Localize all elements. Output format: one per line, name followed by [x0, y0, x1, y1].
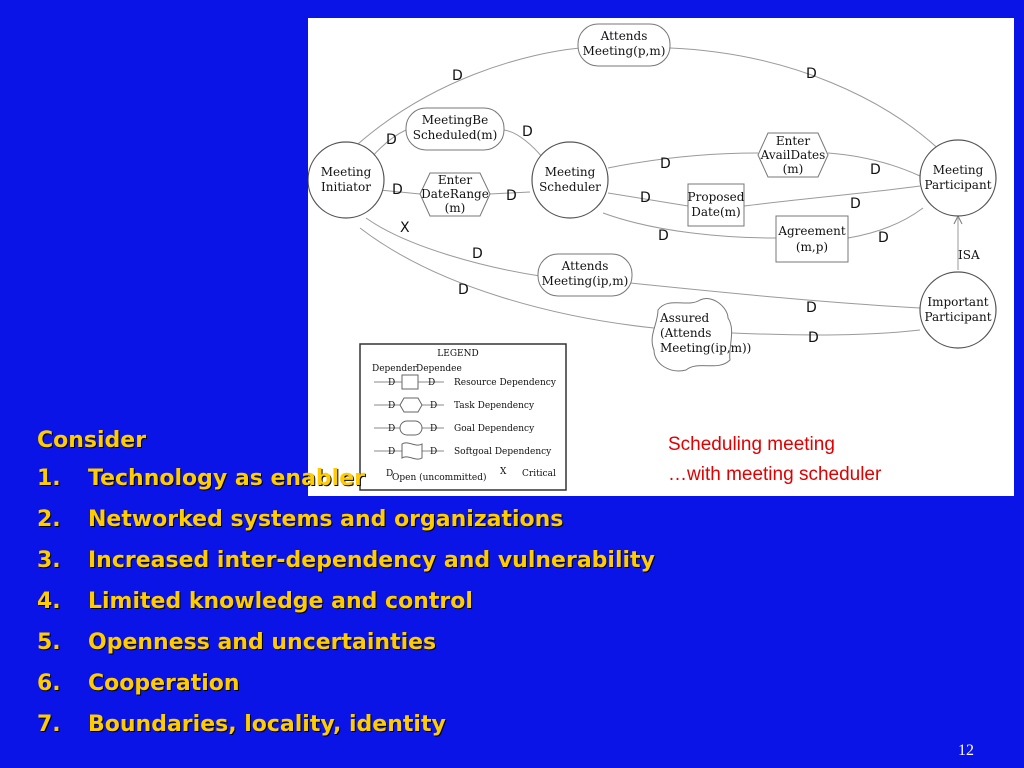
svg-text:Proposed: Proposed: [687, 190, 745, 204]
svg-text:D: D: [388, 378, 396, 388]
svg-text:Assured: Assured: [660, 311, 710, 325]
isa-label: ISA: [958, 248, 980, 262]
svg-text:D: D: [522, 124, 533, 140]
svg-text:(Attends: (Attends: [660, 326, 712, 340]
svg-text:AvailDates: AvailDates: [760, 148, 826, 162]
diagram-caption: [668, 430, 881, 490]
list-item: 2. Networked systems and organizations: [37, 507, 564, 532]
svg-text:Softgoal Dependency: Softgoal Dependency: [454, 447, 552, 457]
svg-text:Enter: Enter: [437, 173, 473, 187]
resource-agreement: [776, 216, 848, 262]
caption-line-2: …with meeting scheduler: [668, 464, 882, 485]
svg-text:MeetingBe: MeetingBe: [421, 113, 489, 127]
svg-text:D: D: [658, 228, 669, 244]
list-item: 5. Openness and uncertainties: [37, 630, 437, 655]
svg-text:D: D: [388, 401, 396, 411]
actor-meeting-participant: [920, 140, 996, 216]
svg-text:Goal Dependency: Goal Dependency: [454, 424, 535, 434]
svg-text:D: D: [472, 246, 483, 262]
svg-text:Dependee: Dependee: [416, 364, 462, 374]
actor-meeting-scheduler: [532, 142, 608, 218]
svg-text:Scheduler: Scheduler: [539, 180, 601, 194]
goal-attends-meeting-pm: [578, 24, 670, 66]
list-item: 6. Cooperation: [37, 671, 240, 696]
svg-text:D: D: [452, 68, 463, 84]
svg-text:D: D: [870, 162, 881, 178]
svg-text:D: D: [850, 196, 861, 212]
svg-text:Critical: Critical: [522, 469, 556, 479]
svg-text:D: D: [640, 190, 651, 206]
list-item: 4. Limited knowledge and control: [37, 589, 473, 614]
goal-attends-meeting-ipm: [538, 254, 632, 296]
svg-text:Meeting: Meeting: [544, 165, 596, 179]
critical-mark: X: [400, 220, 410, 236]
svg-text:Depender: Depender: [372, 364, 417, 374]
svg-text:Scheduled(m): Scheduled(m): [412, 128, 498, 142]
actor-important-participant: [920, 272, 996, 348]
svg-text:D: D: [506, 188, 517, 204]
list-item: 3. Increased inter-dependency and vulnerability: [37, 548, 655, 573]
consider-heading: Consider: [37, 428, 147, 453]
page-number: 12: [958, 742, 974, 759]
task-enter-availdates: [758, 133, 828, 177]
svg-text:(m): (m): [782, 162, 804, 176]
svg-text:Meeting(ip,m): Meeting(ip,m): [541, 274, 629, 288]
svg-text:Important: Important: [927, 295, 989, 309]
svg-text:Meeting(p,m): Meeting(p,m): [582, 44, 666, 58]
svg-text:D: D: [806, 66, 817, 82]
list-item: 1. Technology as enabler: [37, 466, 365, 491]
caption-line-1: Scheduling meeting: [668, 434, 835, 455]
actor-meeting-initiator: [308, 142, 384, 218]
goal-meeting-be-scheduled: [406, 108, 504, 150]
svg-text:D: D: [386, 132, 397, 148]
svg-text:D: D: [808, 330, 819, 346]
resource-proposed-date: [688, 184, 745, 226]
svg-text:(m,p): (m,p): [795, 240, 829, 254]
svg-text:Date(m): Date(m): [691, 205, 741, 219]
svg-text:D: D: [430, 401, 438, 411]
svg-text:Meeting: Meeting: [320, 165, 372, 179]
svg-text:Task Dependency: Task Dependency: [454, 401, 535, 411]
svg-text:D: D: [878, 230, 889, 246]
list-item: 7. Boundaries, locality, identity: [37, 712, 446, 737]
svg-text:Meeting(ip,m)): Meeting(ip,m)): [660, 341, 752, 355]
svg-text:Initiator: Initiator: [321, 180, 371, 194]
svg-text:Participant: Participant: [924, 178, 992, 192]
svg-text:DateRange: DateRange: [421, 187, 489, 201]
svg-text:LEGEND: LEGEND: [437, 349, 479, 359]
svg-text:D: D: [388, 447, 396, 457]
svg-text:Open (uncommitted): Open (uncommitted): [392, 473, 487, 483]
svg-text:X: X: [500, 467, 507, 477]
svg-text:Participant: Participant: [924, 310, 992, 324]
svg-text:D: D: [386, 469, 394, 479]
svg-text:D: D: [430, 424, 438, 434]
svg-text:Meeting: Meeting: [932, 163, 984, 177]
svg-text:D: D: [430, 447, 438, 457]
svg-text:(m): (m): [444, 201, 466, 215]
softgoal-assured-attends: [652, 299, 751, 371]
svg-text:D: D: [392, 182, 403, 198]
svg-text:Enter: Enter: [775, 134, 811, 148]
svg-text:D: D: [806, 300, 817, 316]
svg-text:Agreement: Agreement: [778, 224, 846, 238]
strategic-dependency-diagram: [308, 18, 1014, 496]
svg-text:D: D: [388, 424, 396, 434]
svg-text:Attends: Attends: [561, 259, 609, 273]
task-enter-daterange: [420, 173, 490, 216]
svg-text:D: D: [660, 156, 671, 172]
consideration-list: [37, 466, 655, 753]
svg-text:D: D: [428, 378, 436, 388]
svg-text:D: D: [458, 282, 469, 298]
svg-text:Resource Dependency: Resource Dependency: [454, 378, 556, 388]
svg-text:Attends: Attends: [600, 29, 648, 43]
